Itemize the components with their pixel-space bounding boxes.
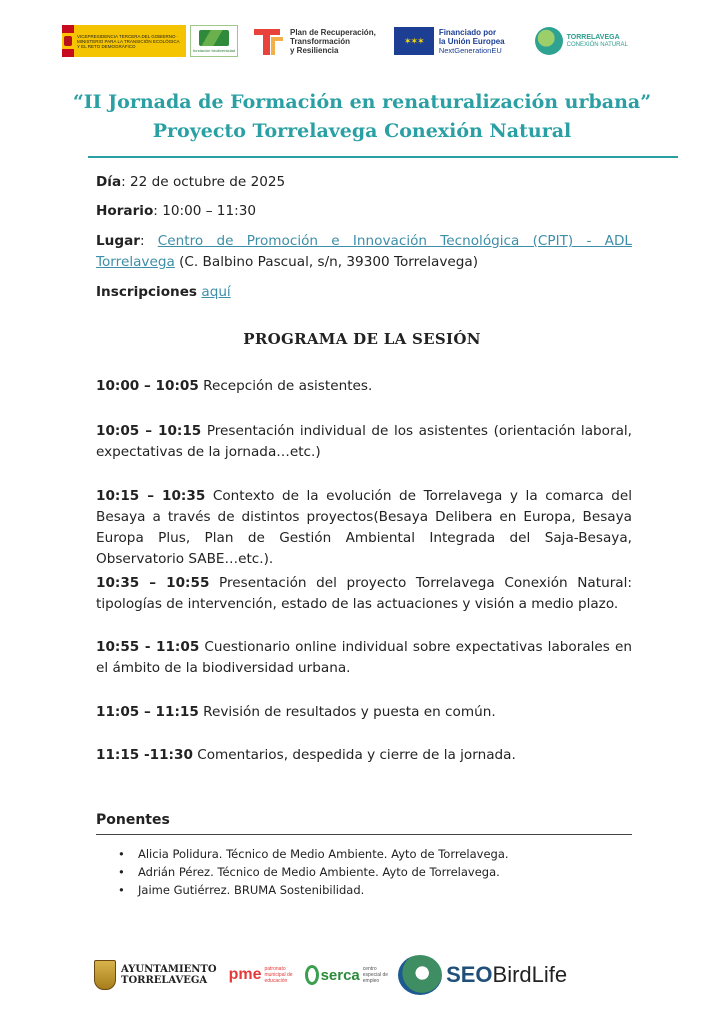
prtr-line2: Transformación xyxy=(290,36,351,46)
inscripciones-link[interactable]: aquí xyxy=(201,284,231,300)
program-item-text: Comentarios, despedida y cierre de la jornada. xyxy=(192,747,516,763)
seo-bold: SEO xyxy=(446,962,493,987)
program-item-time: 10:05 – 10:15 xyxy=(96,423,202,439)
program-item-time: 10:55 - 11:05 xyxy=(96,639,200,655)
program-item xyxy=(96,573,632,615)
fundacion-logo-text: fundación biodiversidad xyxy=(192,47,236,53)
program-item-time: 10:35 – 10:55 xyxy=(96,575,210,591)
seo-rest: BirdLife xyxy=(492,962,568,987)
serca-small1: centro xyxy=(362,966,377,972)
info-dia xyxy=(96,172,632,193)
pme-small1: patronato xyxy=(264,966,286,972)
list-item: • Alicia Polidura. Técnico de Medio Ambiente. Ayto de Torrelavega. xyxy=(118,845,509,863)
ponentes-list xyxy=(118,845,509,899)
ponentes-divider xyxy=(96,834,632,835)
horario-value: : 10:00 – 11:30 xyxy=(153,203,256,219)
page-title xyxy=(0,88,724,146)
prtr-mark-icon xyxy=(254,25,284,57)
fundacion-biodiversidad-logo xyxy=(190,25,238,57)
serca-small3: empleo xyxy=(362,978,380,984)
shield-icon xyxy=(94,960,116,990)
lugar-link[interactable]: Centro de Promoción e Innovación Tecnológica (CPIT) - ADL Torrelavega xyxy=(96,233,632,270)
title-line2: Proyecto Torrelavega Conexión Natural xyxy=(152,120,572,142)
eu-flag-icon: ✶✶✶ xyxy=(394,27,434,55)
prtr-line3: y Resiliencia xyxy=(290,45,339,55)
spain-coat-of-arms-icon xyxy=(62,25,74,57)
footer-logos xyxy=(94,952,624,998)
list-item: • Adrián Pérez. Técnico de Medio Ambiente. Ayto de Torrelavega. xyxy=(118,863,509,881)
pme-logo xyxy=(229,966,293,984)
dia-value: : 22 de octubre de 2025 xyxy=(121,174,286,190)
ayto-line1: AYUNTAMIENTO xyxy=(121,964,217,975)
program-item-time: 11:05 – 11:15 xyxy=(96,704,199,720)
dia-label: Día xyxy=(96,174,122,190)
program-item xyxy=(96,702,632,723)
horario-label: Horario xyxy=(96,203,154,219)
list-item: • Jaime Gutiérrez. BRUMA Sostenibilidad. xyxy=(118,881,509,899)
serca-big: serca xyxy=(320,966,360,984)
prtr-line1: Plan de Recuperación, xyxy=(290,27,376,37)
pme-small3: educación xyxy=(264,978,288,984)
leaf-circle-icon xyxy=(535,27,563,55)
program-item-text: Recepción de asistentes. xyxy=(198,378,373,394)
eu-line1: Financiado por xyxy=(438,27,497,37)
ponentes-title: Ponentes xyxy=(96,812,170,828)
inscripciones-label: Inscripciones xyxy=(96,284,198,300)
ayto-line2: TORRELAVEGA xyxy=(121,975,208,986)
title-line1: “II Jornada de Formación en renaturalización urbana” xyxy=(72,91,652,113)
serca-logo xyxy=(305,965,389,985)
pme-big: pme xyxy=(228,966,262,983)
lugar-label: Lugar xyxy=(96,233,140,249)
info-lugar: Lugar: Centro de Promoción e Innovación Tecnológica (CPIT) - ADL Torrelavega (C. Balbino Pascual, s/n, 39300 Torrelavega) xyxy=(96,233,632,270)
ayuntamiento-logo xyxy=(94,960,217,990)
title-divider xyxy=(88,156,678,158)
program-item-text: Revisión de resultados y puesta en común. xyxy=(198,704,496,720)
lugar-address: (C. Balbino Pascual, s/n, 39300 Torrelavega) xyxy=(174,254,479,270)
program-item-text: Contexto de la evolución de Torrelavega y la comarca del Besaya a través de distintos proyectos(Besaya Delibera en Europa, Besaya Europa Plus, Plan de Gestión Ambiental Integrada del Saja-Besaya, Observatorio SABE…etc.). xyxy=(96,488,632,567)
program-title: PROGRAMA DE LA SESIÓN xyxy=(243,330,481,348)
serca-mark-icon xyxy=(305,965,319,985)
program-item-time: 10:00 – 10:05 xyxy=(96,378,199,394)
program-item xyxy=(96,486,632,570)
program-item xyxy=(96,745,632,766)
seo-birdlife-logo xyxy=(398,955,567,995)
program-item-text: Cuestionario online individual sobre expectativas laborales en el ámbito de la biodiversidad urbana. xyxy=(96,639,632,676)
serca-small2: especial de xyxy=(362,972,389,978)
ministry-logo-text: VICEPRESIDENCIA TERCERA DEL GOBIERNO · MINISTERIO PARA LA TRANSICIÓN ECOLÓGICA Y EL RETO DEMOGRÁFICO xyxy=(77,33,180,49)
pme-small2: municipal de xyxy=(264,972,293,978)
eu-line2: la Unión Europea xyxy=(438,36,505,46)
torrelavega-conexion-natural-logo xyxy=(535,27,628,55)
eu-logo xyxy=(394,27,505,55)
info-horario xyxy=(96,201,632,222)
grass-icon xyxy=(199,30,229,46)
bird-icon xyxy=(398,955,442,995)
program-item-time: 10:15 – 10:35 xyxy=(96,488,206,504)
program-item-time: 11:15 -11:30 xyxy=(96,747,193,763)
program-item xyxy=(96,421,632,463)
program-item xyxy=(96,637,632,679)
program-item-text: Presentación individual de los asistentes (orientación laboral, expectativas de la jornada…etc.) xyxy=(96,423,632,460)
tcn-line1: TORRELAVEGA xyxy=(566,33,620,41)
program-item-text: Presentación del proyecto Torrelavega Conexión Natural: tipologías de intervención, estado de las actuaciones y visión a medio plazo. xyxy=(96,575,632,612)
prtr-logo xyxy=(254,25,376,57)
header-logos xyxy=(62,22,662,60)
info-inscripciones xyxy=(96,282,632,303)
tcn-line2: CONEXIÓN NATURAL xyxy=(566,41,628,48)
program-item xyxy=(96,376,632,397)
ministry-logo xyxy=(62,25,186,57)
eu-line3: NextGenerationEU xyxy=(438,45,502,55)
